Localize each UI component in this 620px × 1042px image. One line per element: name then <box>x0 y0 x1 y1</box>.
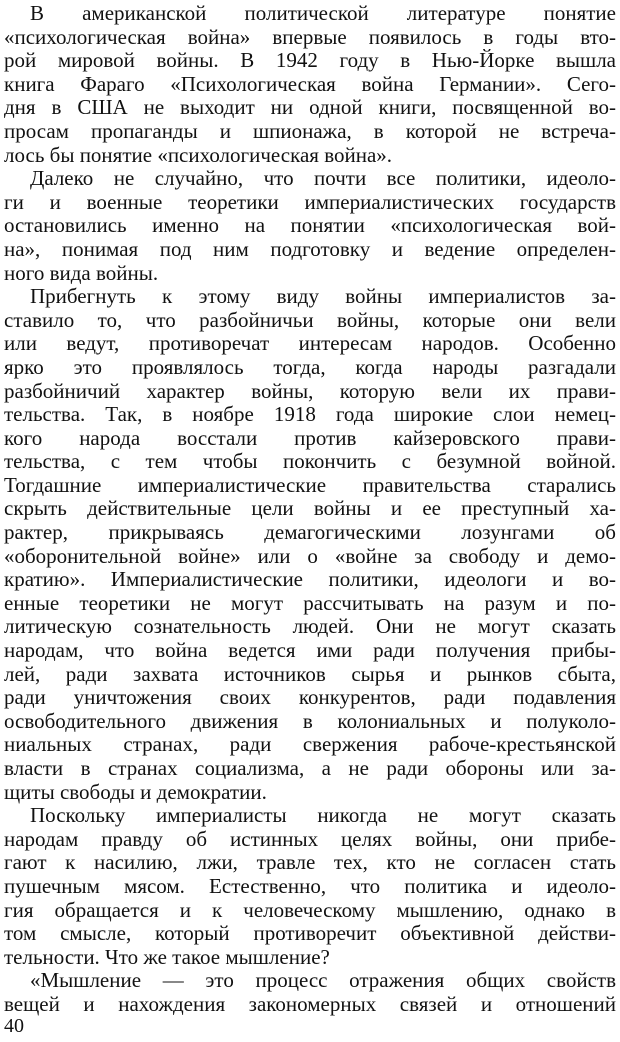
text-line: Далеко не случайно, что почти все политики, идеоло- <box>30 167 616 191</box>
text-line: книга Фараго «Психологическая война Германии». Сего- <box>4 72 616 96</box>
text-line: лось бы понятие «психологическая война». <box>4 143 393 167</box>
text-line: гия обращается и к человеческому мышлению, однако в <box>4 898 616 922</box>
text-line: ради уничтожения своих конкурентов, ради подавления <box>4 686 616 710</box>
text-line: народам, что война ведется ими ради получения прибы- <box>4 639 616 663</box>
text-line: ги и военные теоретики империалистических государств <box>4 190 616 214</box>
text-line: лей, ради захвата источников сырья и рынков сбыта, <box>4 662 616 686</box>
text-line: просам пропаганды и шпионажа, в которой не встреча- <box>4 119 616 143</box>
text-line: дня в США не выходит ни одной книги, посвященной во- <box>4 96 616 120</box>
text-line: пушечным мясом. Естественно, что политика и идеоло- <box>4 874 616 898</box>
text-line: «оборонительной войне» или о «войне за свободу и демо- <box>4 544 616 568</box>
page-number: 40 <box>4 1015 24 1037</box>
text-line: ярко это проявлялось тогда, когда народы разгадали <box>4 355 616 379</box>
text-line: Прибегнуть к этому виду войны империалистов за- <box>30 285 616 309</box>
text-line: В американской политической литературе понятие <box>30 2 616 25</box>
text-line: тельства. Так, в ноябре 1918 года широкие слои немец- <box>4 403 616 427</box>
text-line: тельства, с тем чтобы покончить с безумной войной. <box>4 450 616 474</box>
text-line: рой мировой войны. В 1942 году в Нью-Йорке вышла <box>4 49 616 73</box>
text-line: Тогдашние империалистические правительства старались <box>4 473 616 497</box>
text-line: «психологическая война» впервые появилось в годы вто- <box>4 25 616 49</box>
text-line: на», понимая под ним подготовку и ведение определен- <box>4 237 616 261</box>
text-line: освободительного движения в колониальных и полуколо- <box>4 709 616 733</box>
text-line: тельности. Что же такое мышление? <box>4 945 330 969</box>
text-line: гают к насилию, лжи, травле тех, кто не согласен стать <box>4 851 616 875</box>
text-line: кратию». Империалистические политики, идеологи и во- <box>4 568 616 592</box>
text-line: рактер, прикрываясь демагогическими лозунгами об <box>4 521 616 545</box>
text-line: «Мышление — это процесс отражения общих свойств <box>30 969 616 993</box>
text-line: щиты свободы и демократии. <box>4 780 267 804</box>
text-line: скрыть действительные цели войны и ее преступный ха- <box>4 497 616 521</box>
text-line: народам правду об истинных целях войны, они прибе- <box>4 827 616 851</box>
text-line: ставило то, что разбойничьи войны, которые они вели <box>4 308 616 332</box>
text-line: енные теоретики не могут рассчитывать на разум и по- <box>4 591 616 615</box>
text-line: ного вида войны. <box>4 261 159 285</box>
text-line: власти в странах социализма, а не ради обороны или за- <box>4 757 616 780</box>
body-text <box>4 2 616 1017</box>
text-line: или ведут, противоречат интересам народов. Особенно <box>4 332 616 356</box>
text-line: Поскольку империалисты никогда не могут сказать <box>30 804 616 828</box>
text-line: литическую сознательность людей. Они не могут сказать <box>4 615 616 639</box>
text-line: вещей и нахождения закономерных связей и отношений <box>4 992 616 1016</box>
text-line: остановились именно на понятии «психологическая вой- <box>4 214 616 238</box>
text-line: разбойничий характер войны, которую вели их прави- <box>4 379 616 403</box>
text-line: том смысле, который противоречит объективной действи- <box>4 922 616 946</box>
text-line: кого народа восстали против кайзеровского прави- <box>4 426 616 450</box>
text-line: ниальных странах, ради свержения рабоче-крестьянской <box>4 733 616 757</box>
